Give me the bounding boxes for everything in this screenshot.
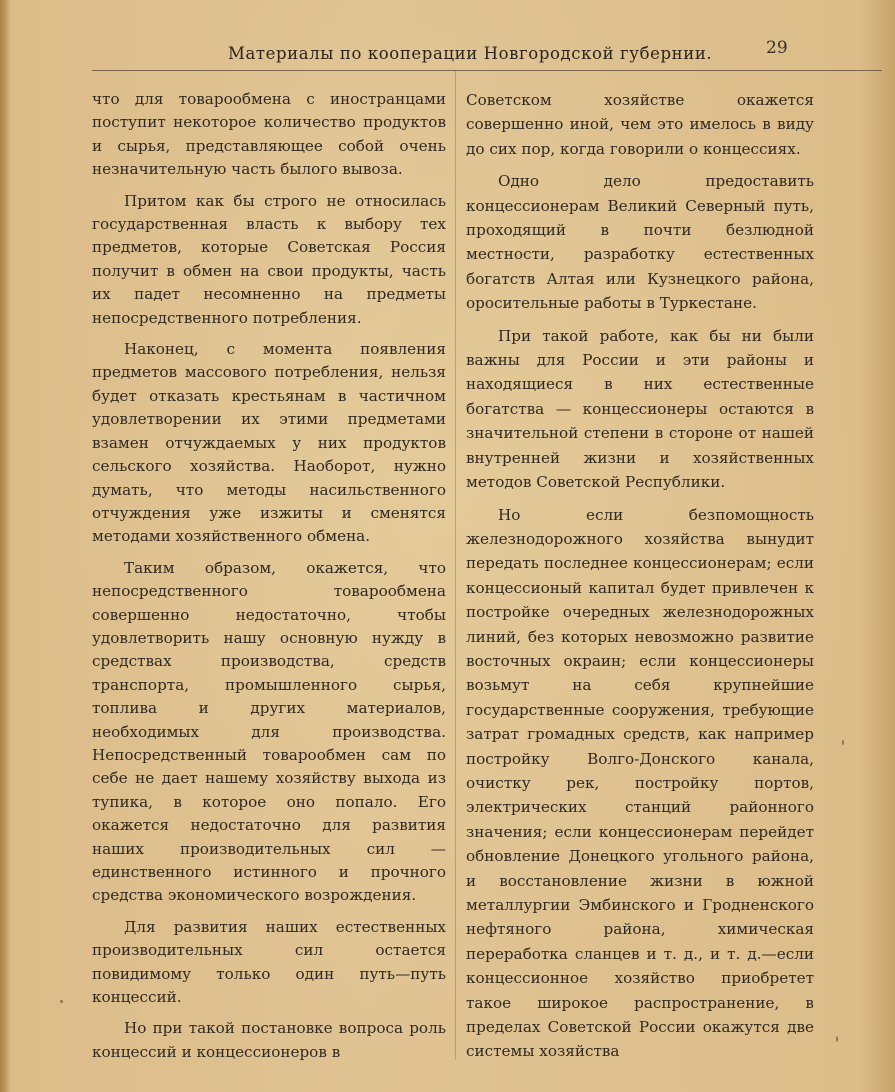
paragraph: Наконец, с момента появления предметов массового потребления, нельзя будет отказать крестьянам в частичном удовлетворении их этими предметами взамен отчуждаемых у них продуктов сельского хозяйства. Наоборот, нужно думать, что методы насильственного отчуждения уже изжиты и сменятся методами хозяйственного обмена. [92, 340, 446, 546]
paragraph: Таким образом, окажется, что непосредственного товарообмена совершенно недостаточно, чтобы удовлетворить нашу основную нужду в средствах производства, средств транспорта, промышленного сырья, топлива и других материалов, необходимых для производства. Непосредственный товарообмен сам по себе не дает нашему хозяйству выхода из тупика, в которое оно попало. Его окажется недостаточно для развития наших производительных сил — единственного истинного и прочного средства экономического возрождения. [92, 558, 446, 905]
paragraph: Но если безпомощность железнодорожного хозяйства вынудит передать последнее концессионерам; если концессионый капитал будет привлечен к постройке очередных железнодорожных линий, без которых невозможно развитие восточных окраин; если концессионеры возьмут на себя крупнейшие государственные сооружения, требующие затрат громадных средств, как например постройку Волго-Донского канала, очистку рек, постройку портов, электрических станций районного значения; если концессионерам перейдет обновление Донецкого угольного района, и восстановление жизни в южной металлургии Эмбинского и Гродненского нефтяного района, химическая переработка сланцев и т. д., и т. д.—если концессионное хозяйство приобретет такое широкое распространение, в пределах Советской России окажутся две системы хозяйства [466, 505, 814, 1061]
column-divider [455, 70, 456, 1060]
left-column [92, 88, 446, 1072]
running-header-title: Материалы по кооперации Новгородской губернии. [228, 44, 713, 63]
paragraph: Но при такой постановке вопроса роль концессий и концессионеров в [92, 1019, 446, 1061]
paragraph: Притом как бы строго не относилась государственная власть к выбору тех предметов, которые Советская Россия получит в обмен на свои продукты, часть их падет несомненно на предметы непосредственного потребления. [92, 191, 446, 327]
paragraph: При такой работе, как бы ни были важны для России и эти районы и находящиеся в них естественные богатства — концессионеры остаются в значительной степени в стороне от нашей внутренней жизни и хозяйственных методов Советской Республики. [466, 326, 814, 492]
paper-speck [836, 1036, 838, 1042]
paragraph: Советском хозяйстве окажется совершенно иной, чем это имелось в виду до сих пор, когда говорили о концессиях. [466, 91, 814, 158]
page-number: 29 [766, 38, 788, 58]
paper-speck [60, 1000, 63, 1003]
header-rule [92, 70, 882, 71]
paragraph: что для товарообмена с иностранцами поступит некоторое количество продуктов и сырья, представляющее собой очень незначительную часть былого вывоза. [92, 90, 446, 179]
running-header [228, 40, 788, 68]
right-column [466, 88, 814, 1072]
paragraph: Для развития наших естественных производительных сил остается повидимому только один путь—путь концессий. [92, 917, 446, 1007]
paper-speck [842, 740, 844, 745]
page-edge-shadow [0, 0, 10, 1092]
paragraph: Одно дело предоставить концессионерам Великий Северный путь, проходящий в почти безлюдной местности, разработку естественных богатств Алтая или Кузнецкого района, оросительные работы в Туркестане. [466, 172, 814, 313]
